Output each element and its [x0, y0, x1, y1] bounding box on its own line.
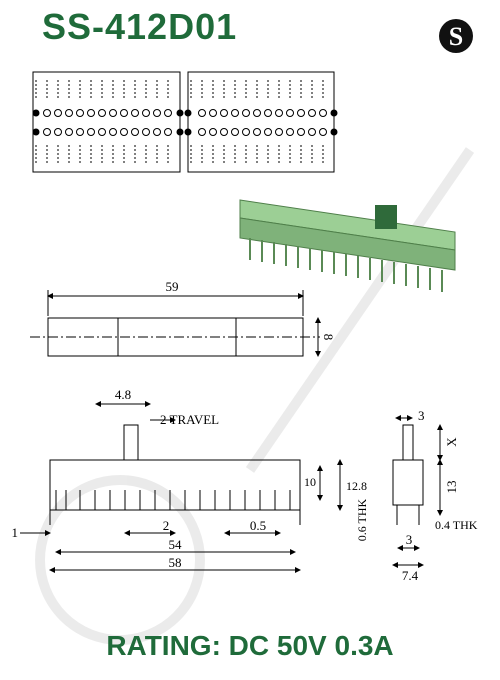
pin-thk-a-label: 0.6 THK: [355, 498, 369, 542]
side-depth-label: 7.4: [401, 568, 419, 583]
svg-text:S: S: [448, 22, 464, 51]
top-view: [30, 290, 320, 356]
top-height-label: 8: [321, 333, 336, 341]
travel-label: 2 TRAVEL: [160, 412, 220, 427]
side-x-label: X: [444, 437, 459, 447]
top-length-label: 59: [165, 279, 179, 294]
knob-width-label: 4.8: [114, 387, 132, 402]
pitch-2-label: 2: [162, 518, 170, 533]
side-height-label: 13: [444, 480, 459, 494]
left-offset-label: 1: [11, 525, 18, 540]
pin-gap-label: 3: [405, 532, 413, 547]
height-a-label: 10: [304, 475, 316, 489]
pin-thk-b-label: 0.4 THK: [435, 518, 478, 532]
side-knob-label: 3: [418, 408, 425, 423]
side-view: [393, 418, 440, 565]
total-length-label: 58: [168, 555, 182, 570]
height-b-label: 12.8: [346, 479, 367, 493]
contact-schematic: [33, 72, 337, 172]
part-number-title: SS-412D01: [42, 6, 238, 47]
pitch-05-label: 0.5: [249, 518, 267, 533]
pin-span-label: 54: [168, 537, 182, 552]
rating-caption: RATING: DC 50V 0.3A: [106, 630, 394, 661]
